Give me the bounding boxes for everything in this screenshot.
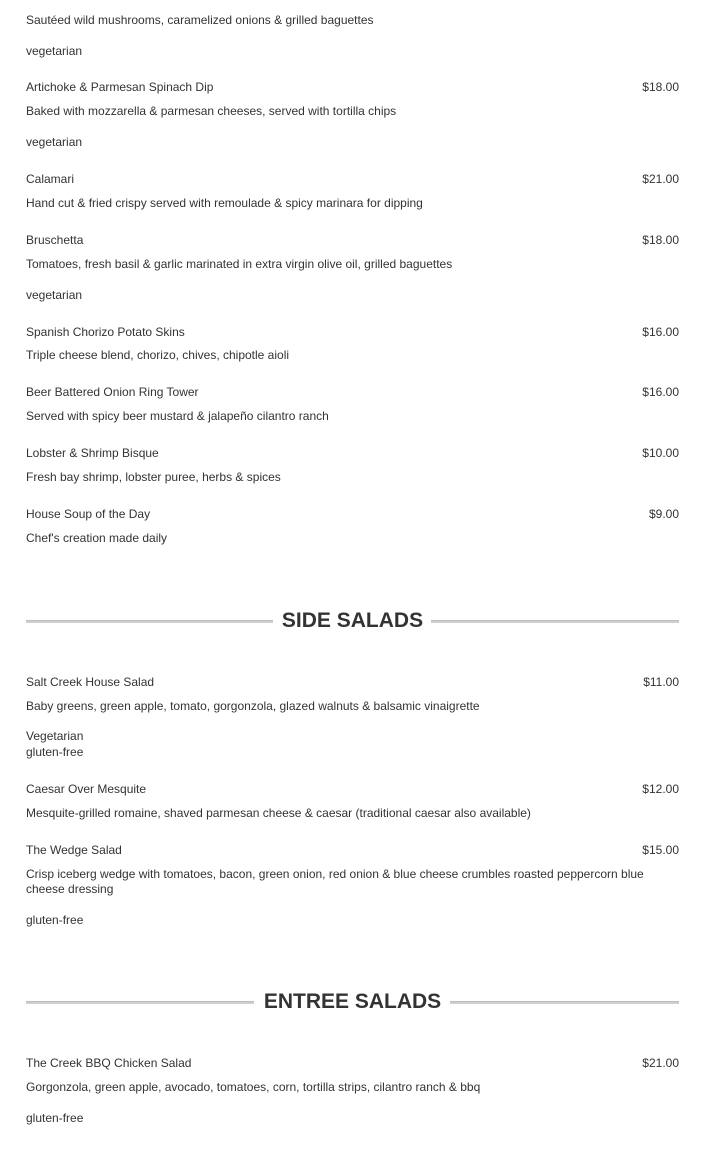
menu-item-description: Tomatoes, fresh basil & garlic marinated in extra virgin olive oil, grilled baguettes — [26, 257, 453, 271]
section-header-entree-salads — [26, 987, 679, 1017]
menu-item-name: Calamari — [26, 172, 75, 186]
diet-tag: gluten-free — [26, 745, 84, 759]
section-title-text: SIDE SALADS — [276, 609, 429, 632]
menu-item-name: Bruschetta — [26, 233, 84, 247]
menu-item-description: Gorgonzola, green apple, avocado, tomatoes, corn, tortilla strips, cilantro ranch & bbq — [26, 1080, 481, 1094]
menu-item-name: Lobster & Shrimp Bisque — [26, 446, 159, 460]
menu-item-name: Caesar Over Mesquite — [26, 782, 147, 796]
menu-item-description: Sautéed wild mushrooms, caramelized onions & grilled baguettes — [26, 13, 374, 27]
menu-item-description: Crisp iceberg wedge with tomatoes, bacon, green onion, red onion & blue cheese crumbles roasted peppercorn blue cheese dressing — [26, 867, 644, 896]
menu-item-name: Artichoke & Parmesan Spinach Dip — [26, 80, 214, 94]
diet-tag: vegetarian — [26, 44, 83, 58]
diet-tag: Vegetarian — [26, 729, 84, 743]
menu-item-name: Beer Battered Onion Ring Tower — [26, 385, 199, 399]
menu-item-name: The Creek BBQ Chicken Salad — [26, 1056, 192, 1070]
menu-item-price: $12.00 — [642, 782, 679, 796]
section-title — [26, 987, 679, 1017]
menu-item-price: $15.00 — [642, 843, 679, 857]
menu-item-price: $21.00 — [642, 172, 679, 186]
menu-item-description: Served with spicy beer mustard & jalapeño cilantro ranch — [26, 409, 329, 423]
menu-item-price: $18.00 — [642, 233, 679, 247]
menu-item-name: House Soup of the Day — [26, 507, 151, 521]
menu-item-price: $16.00 — [642, 325, 679, 339]
menu-item-price: $18.00 — [642, 80, 679, 94]
menu-item-description: Hand cut & fried crispy served with remoulade & spicy marinara for dipping — [26, 196, 423, 210]
menu-item-description: Triple cheese blend, chorizo, chives, chipotle aioli — [26, 348, 290, 362]
menu-item-name: The Wedge Salad — [26, 843, 122, 857]
menu-item-description: Baked with mozzarella & parmesan cheeses, served with tortilla chips — [26, 104, 397, 118]
menu-item-description: Mesquite-grilled romaine, shaved parmesan cheese & caesar (traditional caesar also available) — [26, 806, 531, 820]
menu-item-price: $21.00 — [642, 1056, 679, 1070]
diet-tag: gluten-free — [26, 913, 84, 927]
section-title-text: ENTREE SALADS — [258, 990, 447, 1013]
menu-item-name: Salt Creek House Salad — [26, 675, 155, 689]
section-header-side-salads — [26, 606, 679, 636]
menu-item-description: Chef's creation made daily — [26, 531, 168, 545]
menu-item-price: $9.00 — [648, 507, 679, 521]
menu-item-price: $10.00 — [642, 446, 679, 460]
menu-item-name: Spanish Chorizo Potato Skins — [26, 325, 185, 339]
menu-item-price: $16.00 — [642, 385, 679, 399]
menu-item-price: $11.00 — [643, 675, 679, 689]
menu-item-description: Fresh bay shrimp, lobster puree, herbs & spices — [26, 470, 281, 484]
diet-tag: vegetarian — [26, 288, 83, 302]
diet-tag: vegetarian — [26, 135, 83, 149]
section-title — [26, 606, 679, 636]
diet-tag: gluten-free — [26, 1111, 84, 1125]
menu-item-description: Baby greens, green apple, tomato, gorgonzola, glazed walnuts & balsamic vinaigrette — [26, 699, 480, 713]
